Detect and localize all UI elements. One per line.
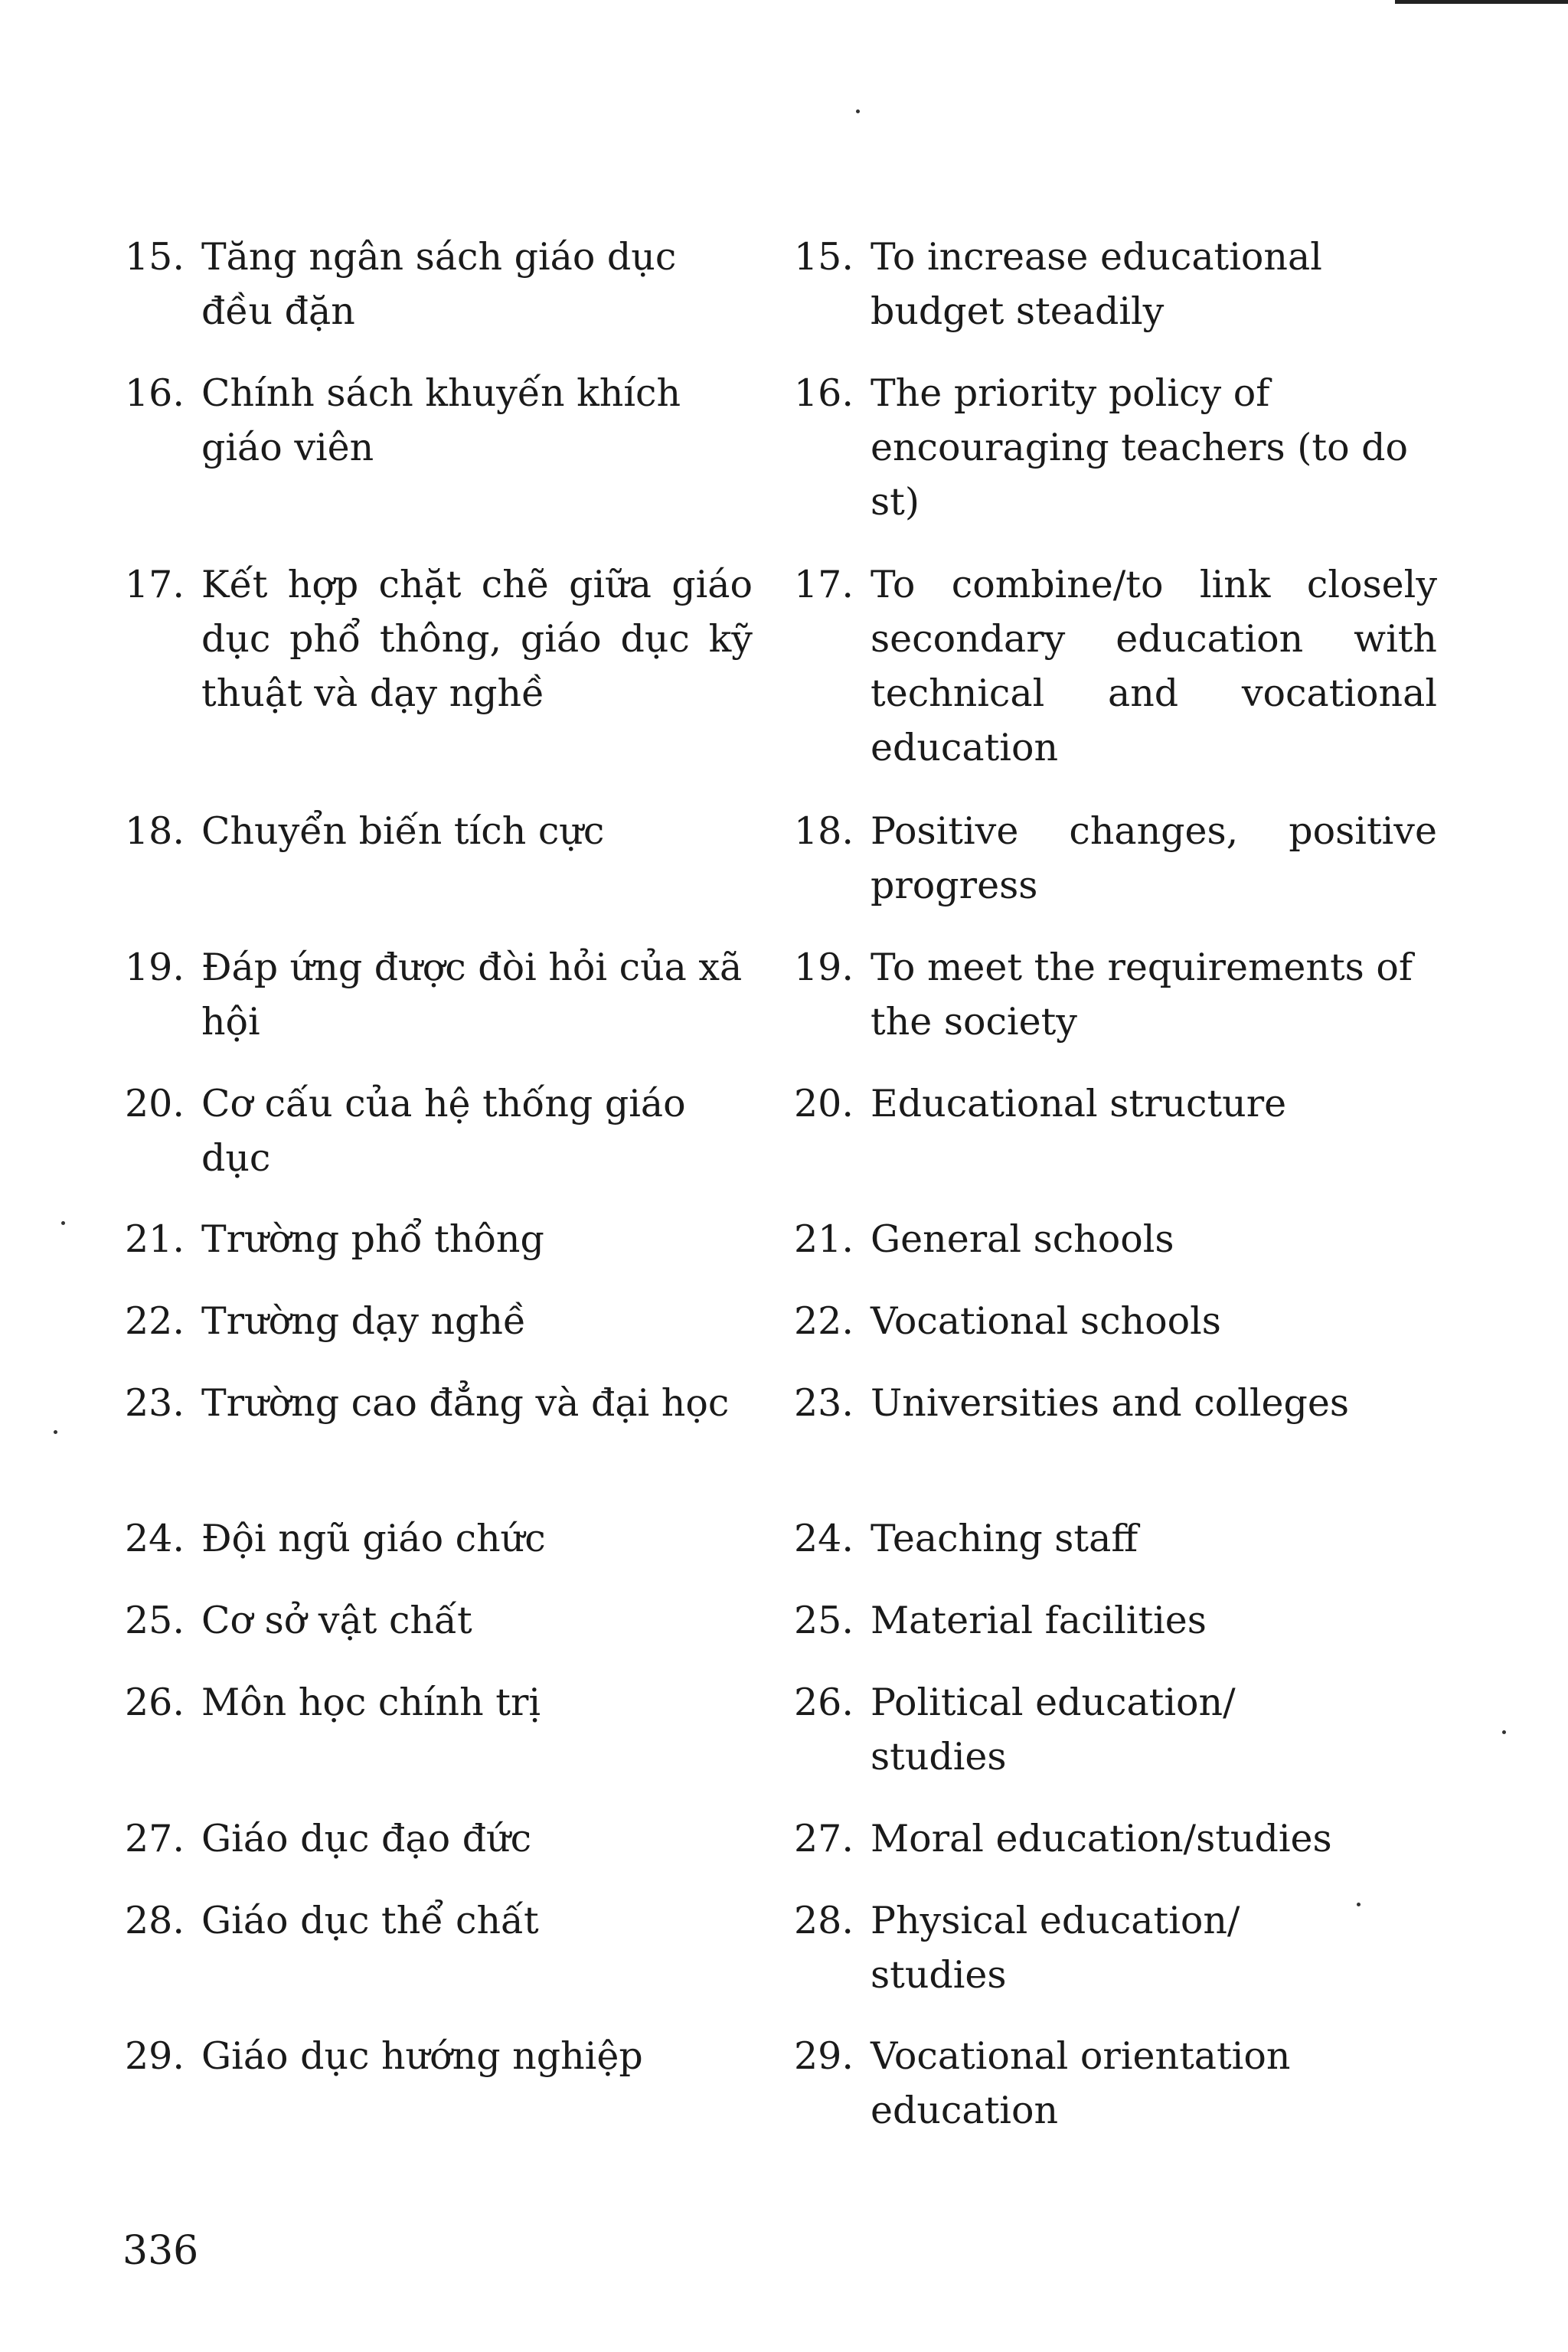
english-term [794,1593,1437,1648]
english-term [794,2029,1437,2138]
entry-number: 26. [125,1681,185,1724]
entry-number: 29. [125,2034,185,2078]
entry-number: 18. [125,809,185,853]
entry-number: 20. [794,1082,854,1125]
english-term [794,804,1437,913]
entry-number: 27. [794,1817,854,1860]
english-text: Vocational schools [871,1299,1221,1343]
english-term [794,1511,1437,1566]
vietnamese-text: Chính sách khuyến khích giáo viên [201,371,681,469]
english-text: Teaching staff [871,1517,1138,1560]
vietnamese-text: Đáp ứng được đòi hỏi của xã hội [201,946,743,1044]
vietnamese-term [125,1675,753,1730]
entry-number: 18. [794,809,854,853]
vietnamese-term [125,1893,753,1948]
entry-number: 16. [125,371,185,415]
vietnamese-term [125,366,753,475]
scan-speck [856,109,860,113]
vietnamese-text: Cơ cấu của hệ thống giáo dục [201,1082,686,1180]
entry-number: 26. [794,1681,854,1724]
vietnamese-text: Giáo dục thể chất [201,1899,539,1942]
english-text: To combine/to link closely secondary education with technical and vocational education [871,563,1437,769]
vietnamese-term [125,1376,753,1430]
entry-number: 23. [794,1381,854,1425]
entry-number: 16. [794,371,854,415]
page-number: 336 [122,2228,199,2274]
entry-number: 22. [794,1299,854,1343]
entry-number: 22. [125,1299,185,1343]
entry-number: 28. [794,1899,854,1942]
entry-number: 24. [125,1517,185,1560]
vietnamese-term [125,940,753,1049]
english-term [794,940,1437,1049]
english-text: Material facilities [871,1599,1207,1642]
english-term [794,1893,1437,2002]
english-term [794,1294,1437,1348]
english-term [794,1076,1437,1131]
vietnamese-term [125,1811,753,1866]
vietnamese-term [125,557,753,720]
english-term [794,1675,1437,1784]
scan-speck [61,1221,65,1225]
english-term [794,557,1437,775]
entry-number: 23. [125,1381,185,1425]
vietnamese-term [125,2029,753,2083]
entry-number: 25. [794,1599,854,1642]
entry-number: 21. [794,1217,854,1261]
entry-number: 24. [794,1517,854,1560]
vietnamese-term [125,1294,753,1348]
english-text: To meet the requirements of the society [871,946,1413,1044]
vietnamese-text: Trường dạy nghề [201,1299,527,1343]
english-text: To increase educational budget steadily [871,235,1322,333]
vietnamese-term [125,1511,753,1566]
english-text: Educational structure [871,1082,1287,1125]
vietnamese-text: Cơ sở vật chất [201,1599,472,1642]
entry-number: 15. [794,235,854,279]
english-term [794,230,1437,338]
vietnamese-term [125,804,753,858]
vietnamese-text: Trường cao đẳng và đại học [201,1381,730,1425]
entry-number: 28. [125,1899,185,1942]
english-text: Political education/ studies [871,1681,1236,1779]
entry-number: 17. [125,563,185,606]
entry-number: 27. [125,1817,185,1860]
vietnamese-term [125,1593,753,1648]
vietnamese-term [125,230,753,338]
vietnamese-term [125,1212,753,1266]
entry-number: 20. [125,1082,185,1125]
english-text: Moral education/studies [871,1817,1332,1860]
vietnamese-text: Kết hợp chặt chẽ giữa giáo dục phổ thông, giáo dục kỹ thuật và dạy nghề [201,563,753,715]
entry-number: 19. [125,946,185,989]
vietnamese-text: Môn học chính trị [201,1681,541,1724]
vietnamese-term [125,1076,753,1185]
entry-number: 19. [794,946,854,989]
vietnamese-text: Tăng ngân sách giáo dục đều đặn [201,235,677,333]
entry-number: 17. [794,563,854,606]
scan-speck [1502,1730,1506,1734]
entry-number: 25. [125,1599,185,1642]
vietnamese-text: Giáo dục hướng nghiệp [201,2034,643,2078]
english-term [794,1811,1437,1866]
english-text: General schools [871,1217,1174,1261]
english-term [794,366,1437,529]
english-text: Positive changes, positive progress [871,809,1437,907]
vietnamese-text: Chuyển biến tích cực [201,809,605,853]
english-text: The priority policy of encouraging teachers (to do st) [871,371,1409,524]
english-term [794,1212,1437,1266]
scan-speck [54,1430,57,1434]
entry-number: 21. [125,1217,185,1261]
english-text: Universities and colleges [871,1381,1350,1425]
english-text: Physical education/ studies [871,1899,1240,1997]
english-text: Vocational orientation education [871,2034,1291,2132]
vietnamese-text: Đội ngũ giáo chức [201,1517,546,1560]
top-rule [1395,0,1568,4]
vietnamese-text: Giáo dục đạo đức [201,1817,532,1860]
english-term [794,1376,1437,1430]
entry-number: 29. [794,2034,854,2078]
vietnamese-text: Trường phổ thông [201,1217,544,1261]
entry-number: 15. [125,235,185,279]
